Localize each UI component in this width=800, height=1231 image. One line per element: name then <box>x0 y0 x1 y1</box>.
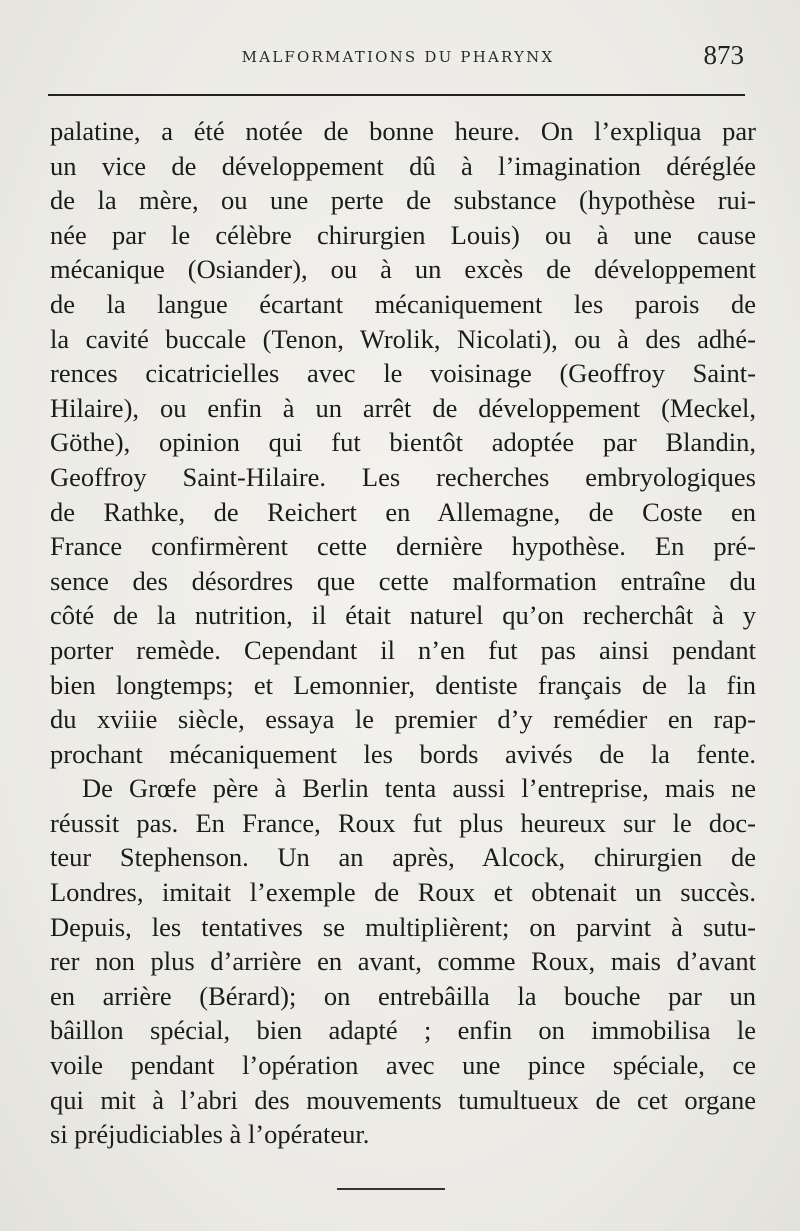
body-text <box>50 114 756 1152</box>
text-line: prochant mécaniquement les bords avivés de la fente. <box>50 738 756 769</box>
paragraph-start-line: De Grœfe père à Berlin tenta aussi l’entreprise, mais ne <box>82 773 756 804</box>
text-line: la cavité buccale (Tenon, Wrolik, Nicolati), ou à des adhé- <box>50 323 756 354</box>
end-rule <box>337 1188 445 1190</box>
text-line: de la mère, ou une perte de substance (hypothèse rui- <box>50 185 756 216</box>
text-line: de la langue écartant mécaniquement les parois de <box>50 288 756 319</box>
text-line: Depuis, les tentatives se multiplièrent; on parvint à sutu- <box>50 911 756 942</box>
text-line: Londres, imitait l’exemple de Roux et obtenait un succès. <box>50 877 756 908</box>
text-line: bien longtemps; et Lemonnier, dentiste français de la fin <box>50 669 756 700</box>
text-line: Göthe), opinion qui fut bientôt adoptée par Blandin, <box>50 427 756 458</box>
text-line: du xviiie siècle, essaya le premier d’y remédier en rap- <box>50 704 756 735</box>
text-line: réussit pas. En France, Roux fut plus heureux sur le doc- <box>50 807 756 838</box>
text-line: porter remède. Cependant il n’en fut pas ainsi pendant <box>50 634 756 665</box>
text-line: sence des désordres que cette malformation entraîne du <box>50 565 756 596</box>
text-line: qui mit à l’abri des mouvements tumultueux de cet organe <box>50 1084 756 1115</box>
text-line: palatine, a été notée de bonne heure. On l’expliqua par <box>50 116 756 146</box>
text-line: née par le célèbre chirurgien Louis) ou à une cause <box>50 219 756 250</box>
page-number: 873 <box>703 40 744 70</box>
text-line: de Rathke, de Reichert en Allemagne, de Coste en <box>50 496 756 527</box>
text-line: bâillon spécial, bien adapté ; enfin on immobilisa le <box>50 1015 756 1046</box>
text-line: un vice de développement dû à l’imagination déréglée <box>50 150 756 181</box>
running-title: MALFORMATIONS DU PHARYNX <box>241 48 555 66</box>
text-line: rences cicatricielles avec le voisinage (Geoffroy Saint- <box>50 358 756 389</box>
text-line: côté de la nutrition, il était naturel qu’on recherchât à y <box>50 600 756 631</box>
page-header <box>48 38 748 72</box>
text-line: en arrière (Bérard); on entrebâilla la bouche par un <box>50 980 756 1011</box>
text-line: voile pendant l’opération avec une pince spéciale, ce <box>50 1050 756 1081</box>
text-line: Geoffroy Saint-Hilaire. Les recherches embryologiques <box>50 461 756 492</box>
text-line: France confirmèrent cette dernière hypothèse. En pré- <box>50 531 756 562</box>
text-line: rer non plus d’arrière en avant, comme Roux, mais d’avant <box>50 946 756 977</box>
text-line-last: si préjudiciables à l’opérateur. <box>50 1119 370 1150</box>
text-line: Hilaire), ou enfin à un arrêt de développement (Meckel, <box>50 392 756 423</box>
text-line: mécanique (Osiander), ou à un excès de développement <box>50 254 756 285</box>
header-rule <box>48 94 745 96</box>
text-line: teur Stephenson. Un an après, Alcock, chirurgien de <box>50 842 756 873</box>
